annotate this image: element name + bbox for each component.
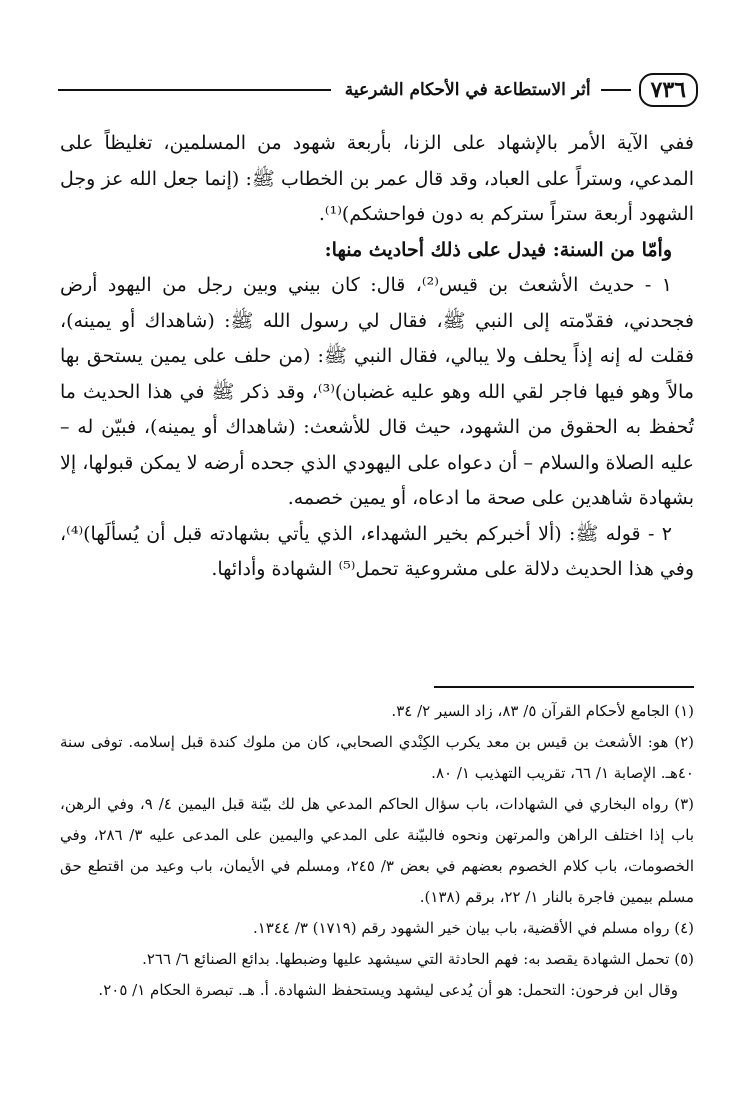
page-number: ٧٣٦ [639, 73, 698, 107]
paragraph-sunnah-intro: وأمّا من السنة: فيدل على ذلك أحاديث منها: [324, 238, 672, 261]
footnote-4: (٤) رواه مسلم في الأقضية، باب بيان خير الشهود رقم (١٧١٩) ٣/ ١٣٤٤. [252, 919, 694, 937]
footnotes [60, 696, 694, 1006]
footnote-3: (٣) رواه البخاري في الشهادات، باب سؤال الحاكم المدعي هل لك بيّنة قبل اليمين ٤/ ٩، وفي الرهن، باب إذا اختلف الراهن والمرتهن ونحوه فالبيّنة على المدعي واليمين على المدعى عليه ٣/ ٢٨٦، وفي الخصومات، باب كلام الخصوم بعضهم في بعض ٣/ ٢٤٥، ومسلم في الأيمان، باب وعيد من اقتطع حق مسلم بيمين فاجرة بالنار ١/ ٢٢، برقم (١٣٨). [60, 795, 694, 906]
footnote-separator [434, 686, 694, 688]
header-rule-short [601, 89, 631, 91]
page-header [58, 70, 698, 110]
header-rule-long [58, 89, 331, 91]
paragraph-hadith-1: ١ - حديث الأشعث بن قيس⁽²⁾، قال: كان بيني وبين رجل من اليهود أرض فجحدني، فقدّمته إلى النبي ﷺ، فقال لي رسول الله ﷺ: (شاهداك أو يمينه)، فقلت له إنه إذاً يحلف ولا يبالي، فقال النبي ﷺ: (من حلف على يمين يستحق بها مالاً وهو فيها فاجر لقي الله وهو عليه غضبان)⁽³⁾، وقد ذكر ﷺ في هذا الحديث ما تُحفظ به الحقوق من الشهود، حيث قال للأشعث: (شاهداك أو يمينه)، فبيّن له – عليه الصلاة والسلام – أن دعواه على اليهودي الذي جحده أرضه لا يمكن قبولها، إلا بشهادة شاهدين على صحة ما ادعاه، أو يمين خصمه. [60, 274, 695, 509]
footnote-1: (١) الجامع لأحكام القرآن ٥/ ٨٣، زاد السير ٢/ ٣٤. [391, 702, 694, 720]
footnote-5: (٥) تحمل الشهادة يقصد به: فهم الحادثة التي سيشهد عليها وضبطها. بدائع الصنائع ٦/ ٢٦٦. [142, 950, 694, 968]
running-title: أثر الاستطاعة في الأحكام الشرعية [344, 80, 591, 100]
main-text [60, 126, 694, 588]
footnote-2: (٢) هو: الأشعث بن قيس بن معد يكرب الكِنْدي الصحابي، كان من ملوك كندة قبل إسلامه. توفى سنة ٤٠هـ. الإصابة ١/ ٦٦، تقريب التهذيب ١/ ٨٠. [60, 733, 695, 782]
paragraph-verse-commentary: ففي الآية الأمر بالإشهاد على الزنا، بأربعة شهود من المسلمين، تغليظاً على المدعي، وستراً على العباد، وقد قال عمر بن الخطاب ﷺ: (إنما جعل الله عز وجل الشهود أربعة ستراً ستركم به دون فواحشكم)⁽¹⁾. [60, 132, 694, 225]
footnote-5-continuation: وقال ابن فرحون: التحمل: هو أن يُدعى ليشهد ويستحفظ الشهادة. أ. هـ. تبصرة الحكام ١/ ٢٠٥. [98, 981, 678, 999]
paragraph-hadith-2: ٢ - قوله ﷺ: (ألا أخبركم بخير الشهداء، الذي يأتي بشهادته قبل أن يُسألَها)⁽⁴⁾، وفي هذا الحديث دلالة على مشروعية تحمل⁽⁵⁾ الشهادة وأدائها. [60, 522, 694, 580]
